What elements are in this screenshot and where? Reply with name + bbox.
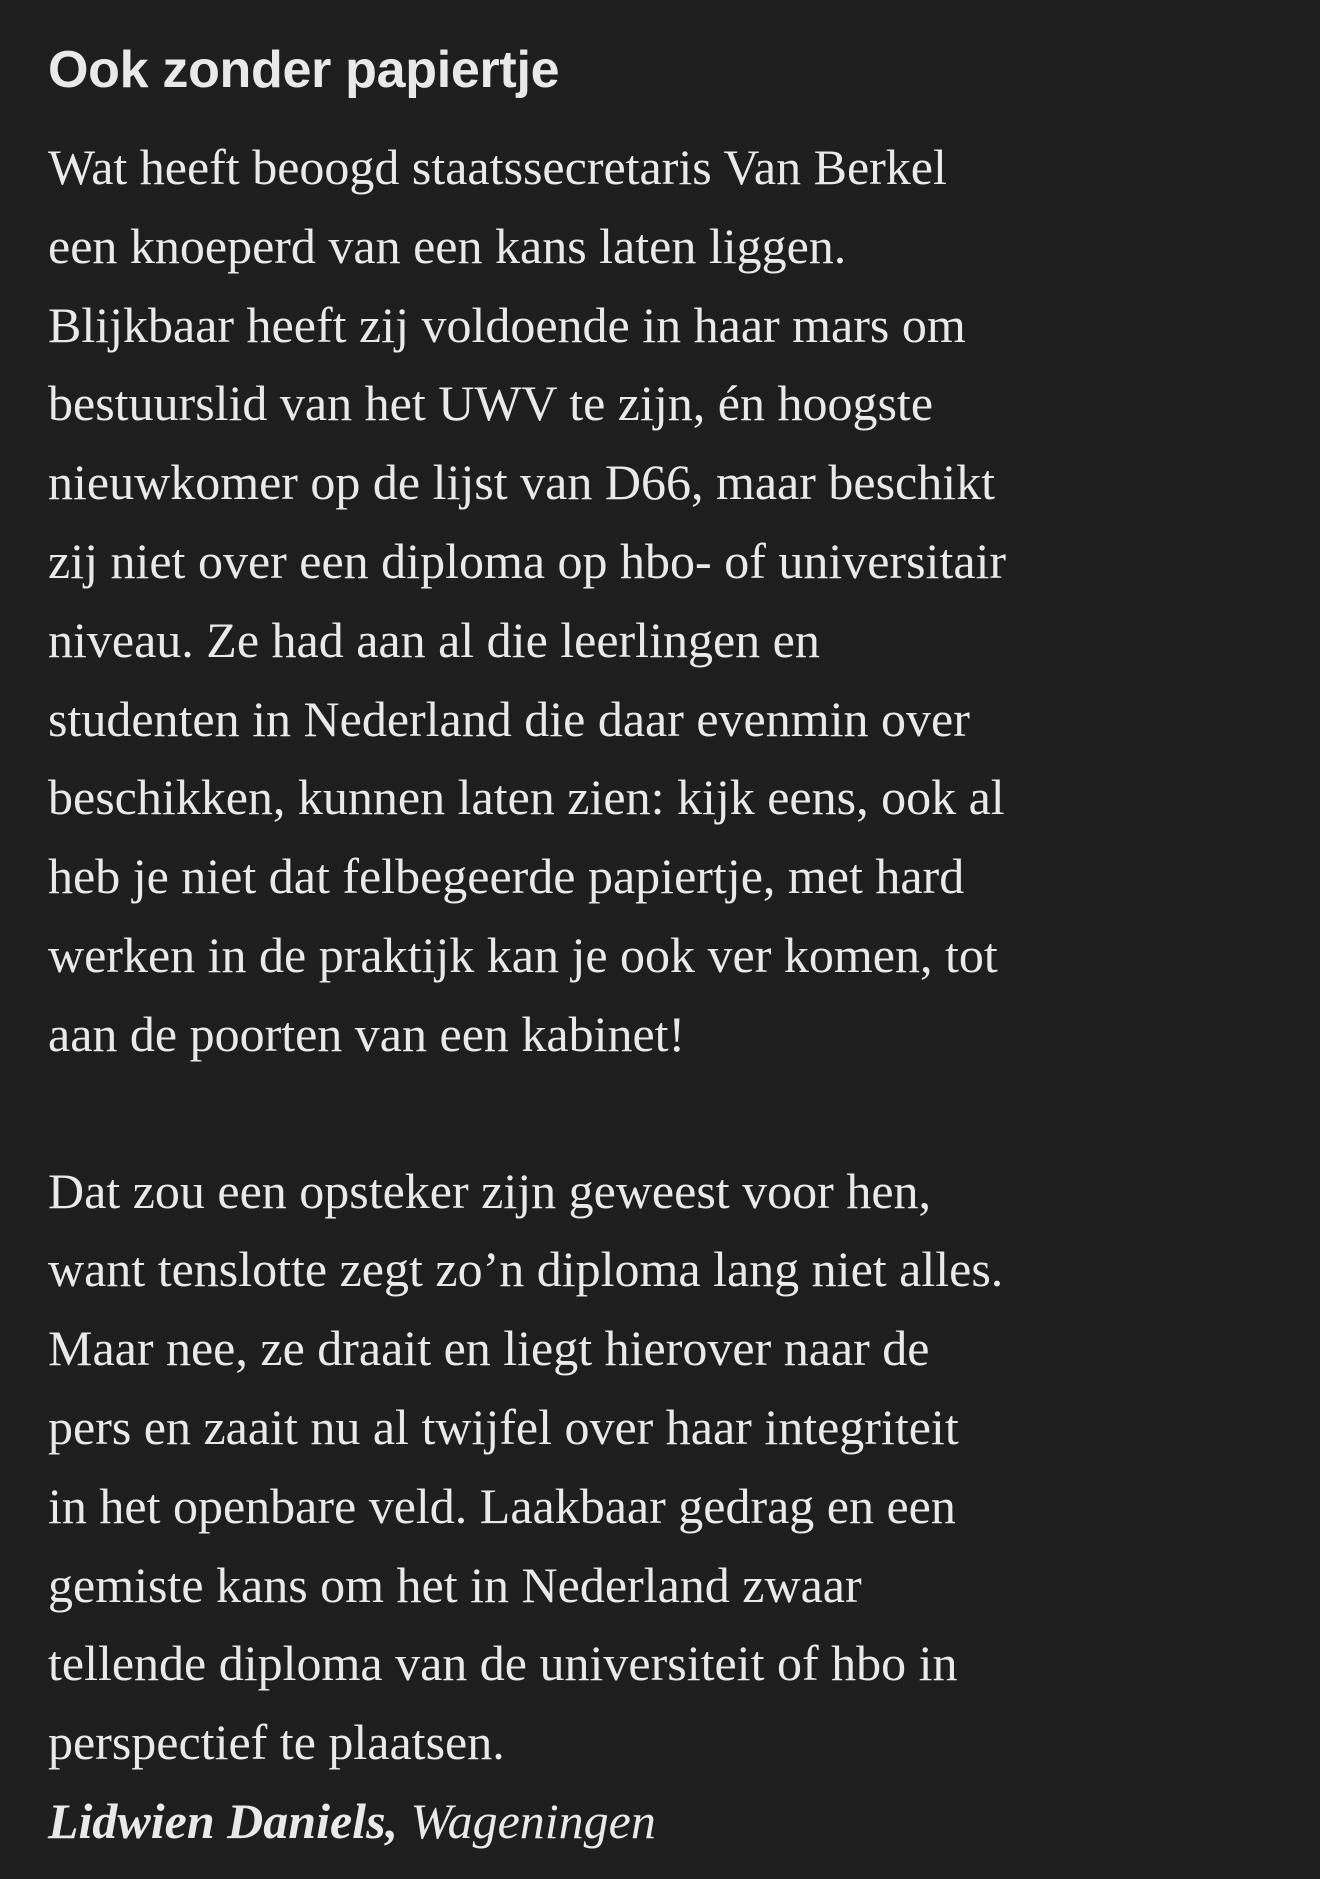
paragraph-line: een knoeperd van een kans laten liggen. (48, 217, 847, 274)
paragraph-line: werken in de praktijk kan je ook ver komen, tot (48, 926, 998, 983)
signature-author: Lidwien Daniels, (48, 1792, 399, 1849)
paragraph-line: tellende diploma van de universiteit of hbo in (48, 1635, 958, 1692)
paragraph-spacer (48, 1074, 1288, 1152)
letter-heading: Ook zonder papiertje (48, 41, 560, 99)
paragraph-line: Dat zou een opsteker zijn geweest voor hen, (48, 1162, 932, 1219)
paragraph-line: in het openbare veld. Laakbaar gedrag en een (48, 1477, 956, 1534)
paragraph-line: beschikken, kunnen laten zien: kijk eens, ook al (48, 769, 1005, 826)
paragraph-line: niveau. Ze had aan al die leerlingen en (48, 611, 820, 668)
paragraph-line: heb je niet dat felbegeerde papiertje, met hard (48, 848, 965, 905)
paragraph-line: Wat heeft beoogd staatssecretaris Van Berkel (48, 139, 947, 195)
paragraph-line: studenten in Nederland die daar evenmin over (48, 690, 970, 747)
paragraph-line: pers en zaait nu al twijfel over haar integriteit (48, 1398, 959, 1455)
paragraph-line: nieuwkomer op de lijst van D66, maar beschikt (48, 454, 995, 511)
paragraph-line: want tenslotte zegt zo’n diploma lang niet alles. (48, 1241, 1004, 1298)
paragraph-line: zij niet over een diploma op hbo- of universitair (48, 532, 1007, 589)
letter-paragraph-2 (48, 1152, 1288, 1782)
paragraph-line: bestuurslid van het UWV te zijn, én hoogste (48, 375, 934, 432)
letter-signature (48, 1782, 1288, 1860)
paragraph-line: perspectief te plaatsen. (48, 1714, 505, 1771)
paragraph-line: Maar nee, ze draait en liegt hierover naar de (48, 1320, 930, 1377)
letter-paragraph-1 (48, 128, 1288, 1074)
paragraph-line: aan de poorten van een kabinet! (48, 1005, 686, 1062)
paragraph-line: Blijkbaar heeft zij voldoende in haar mars om (48, 296, 966, 353)
signature-place: Wageningen (398, 1792, 656, 1849)
paragraph-line: gemiste kans om het in Nederland zwaar (48, 1556, 862, 1613)
letter-article (48, 30, 1288, 1860)
